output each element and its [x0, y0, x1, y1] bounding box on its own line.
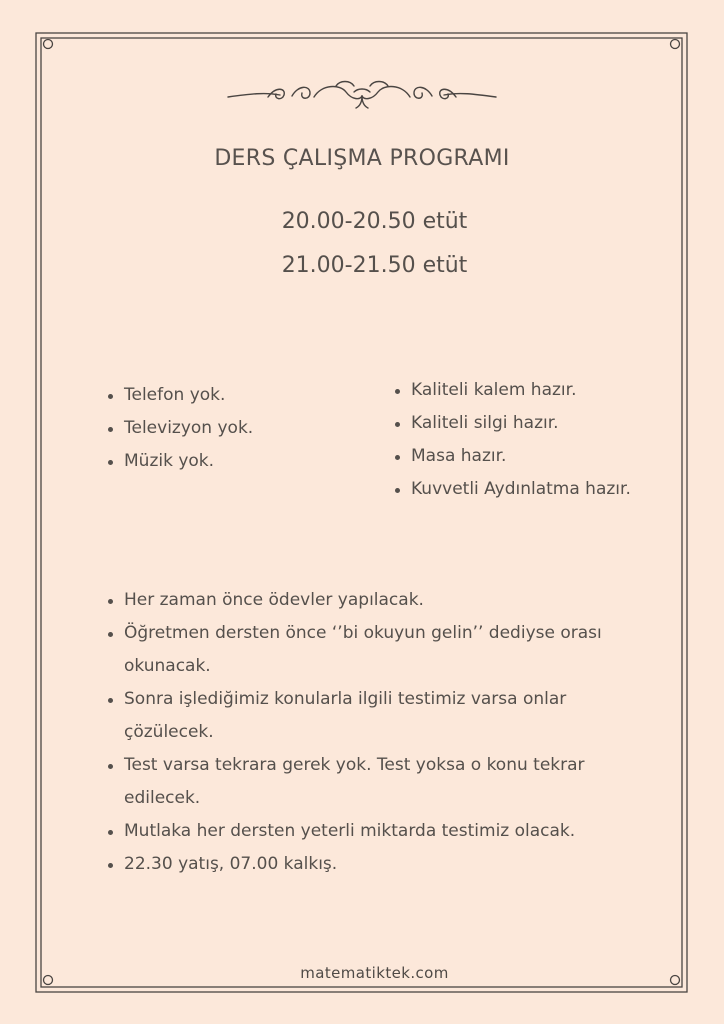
list-item: Sonra işlediğimiz konularla ilgili testimiz varsa onlar çözülecek. — [107, 683, 617, 749]
study-rules-list — [107, 584, 617, 881]
list-item: Öğretmen dersten önce ‘’bi okuyun gelin’’ dediyse orası okunacak. — [107, 617, 617, 683]
list-item: 22.30 yatış, 07.00 kalkış. — [107, 848, 617, 881]
list-item: Televizyon yok. — [107, 412, 253, 445]
flourish-divider-icon — [228, 82, 496, 109]
page-title: DERS ÇALIŞMA PROGRAMI — [214, 146, 510, 171]
no-distractions-list — [107, 379, 253, 478]
list-item: Mutlaka her dersten yeterli miktarda testimiz olacak. — [107, 815, 617, 848]
list-item: Kaliteli kalem hazır. — [394, 374, 631, 407]
list-item: Müzik yok. — [107, 445, 253, 478]
footer-website: matematiktek.com — [300, 964, 449, 982]
study-time-2: 21.00-21.50 etüt — [281, 253, 468, 278]
list-item: Telefon yok. — [107, 379, 253, 412]
list-item: Kuvvetli Aydınlatma hazır. — [394, 473, 631, 506]
list-item: Test varsa tekrara gerek yok. Test yoksa o konu tekrar edilecek. — [107, 749, 617, 815]
list-item: Masa hazır. — [394, 440, 631, 473]
supplies-ready-list — [394, 374, 631, 506]
list-item: Her zaman önce ödevler yapılacak. — [107, 584, 617, 617]
study-time-1: 20.00-20.50 etüt — [281, 209, 468, 234]
list-item: Kaliteli silgi hazır. — [394, 407, 631, 440]
